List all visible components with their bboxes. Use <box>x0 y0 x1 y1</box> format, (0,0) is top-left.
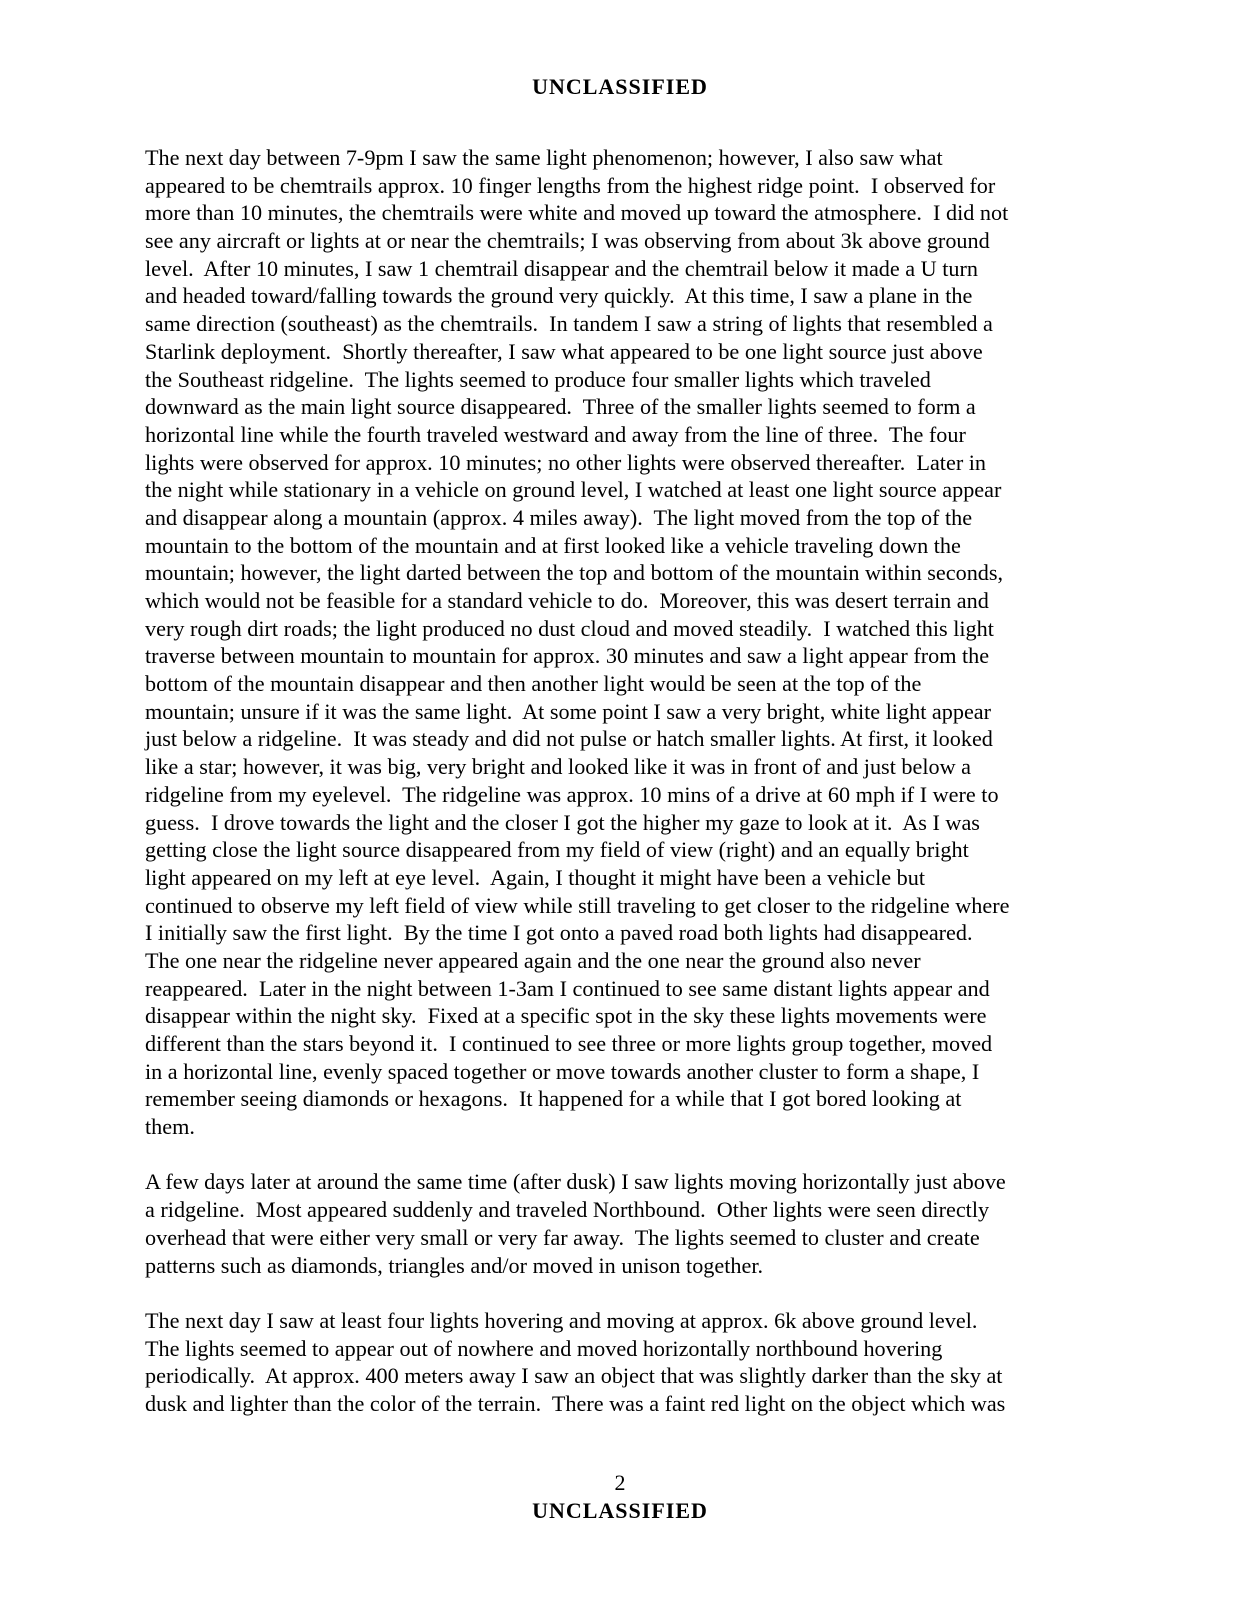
text-line: periodically. At approx. 400 meters away I saw an object that was slightly darker than the sky at <box>145 1363 1003 1389</box>
text-line: overhead that were either very small or very far away. The lights seemed to cluster and create <box>145 1224 980 1250</box>
text-line: level. After 10 minutes, I saw 1 chemtrail disappear and the chemtrail below it made a U turn <box>145 255 978 281</box>
text-line: different than the stars beyond it. I continued to see three or more lights group together, moved <box>145 1031 993 1056</box>
text-line: continued to observe my left field of view while still traveling to get closer to the ridgeline where <box>145 892 1010 918</box>
paragraph-1 <box>145 144 1105 1141</box>
paragraph-2 <box>145 1168 1105 1279</box>
text-line: bottom of the mountain disappear and then another light would be seen at the top of the <box>145 671 922 697</box>
text-line: getting close the light source disappeared from my field of view (right) and an equally bright <box>145 837 969 863</box>
text-line: The lights seemed to appear out of nowhere and moved horizontally northbound hovering <box>145 1335 943 1361</box>
text-line: downward as the main light source disappeared. Three of the smaller lights seemed to form a <box>145 394 976 420</box>
text-line: guess. I drove towards the light and the closer I got the higher my gaze to look at it. As I was <box>145 809 980 835</box>
text-line: The one near the ridgeline never appeared again and the one near the ground also never <box>145 947 921 973</box>
text-line: ridgeline from my eyelevel. The ridgeline was approx. 10 mins of a drive at 60 mph if I were to <box>145 781 999 807</box>
text-line: mountain; unsure if it was the same light. At some point I saw a very bright, white light appear <box>145 698 992 724</box>
text-line: disappear within the night sky. Fixed at a specific spot in the sky these lights movements were <box>145 1003 987 1029</box>
text-line: The next day I saw at least four lights hovering and moving at approx. 6k above ground level. <box>145 1307 978 1333</box>
text-line: and disappear along a mountain (approx. 4 miles away). The light moved from the top of the <box>145 504 973 530</box>
text-line: more than 10 minutes, the chemtrails were white and moved up toward the atmosphere. I did not <box>145 200 1009 226</box>
text-line: traverse between mountain to mountain for approx. 30 minutes and saw a light appear from the <box>145 643 990 669</box>
text-line: I initially saw the first light. By the time I got onto a paved road both lights had disappeared. <box>145 920 973 946</box>
text-line: which would not be feasible for a standard vehicle to do. Moreover, this was desert terrain and <box>145 588 989 613</box>
text-line: dusk and lighter than the color of the terrain. There was a faint red light on the object which was <box>145 1390 1006 1416</box>
text-line: just below a ridgeline. It was steady and did not pulse or hatch smaller lights. At first, it looked <box>145 726 993 752</box>
text-line: the Southeast ridgeline. The lights seemed to produce four smaller lights which traveled <box>145 366 931 392</box>
text-line: like a star; however, it was big, very bright and looked like it was in front of and just below a <box>145 754 972 780</box>
text-line: mountain to the bottom of the mountain and at first looked like a vehicle traveling down the <box>145 532 961 558</box>
paragraph-gap <box>145 1279 1105 1307</box>
text-line: them. <box>145 1114 195 1140</box>
paragraph-3 <box>145 1307 1105 1418</box>
paragraph-gap <box>145 1141 1105 1169</box>
text-line: the night while stationary in a vehicle on ground level, I watched at least one light source appear <box>145 477 1002 503</box>
text-line: Starlink deployment. Shortly thereafter, I saw what appeared to be one light source just above <box>145 338 983 364</box>
text-line: A few days later at around the same time (after dusk) I saw lights moving horizontally just above <box>145 1169 1006 1195</box>
text-line: reappeared. Later in the night between 1-3am I continued to see same distant lights appear and <box>145 975 990 1001</box>
text-line: mountain; however, the light darted between the top and bottom of the mountain within seconds, <box>145 560 1004 586</box>
text-line: light appeared on my left at eye level. Again, I thought it might have been a vehicle but <box>145 864 926 890</box>
page-number: 2 <box>614 1470 626 1495</box>
text-line: see any aircraft or lights at or near the chemtrails; I was observing from about 3k above ground <box>145 228 990 254</box>
text-line: and headed toward/falling towards the ground very quickly. At this time, I saw a plane in the <box>145 283 973 309</box>
text-line: same direction (southeast) as the chemtrails. In tandem I saw a string of lights that resembled a <box>145 311 993 337</box>
document-body <box>145 144 1105 1418</box>
text-line: appeared to be chemtrails approx. 10 finger lengths from the highest ridge point. I observed for <box>145 172 996 198</box>
text-line: The next day between 7-9pm I saw the same light phenomenon; however, I also saw what <box>145 145 943 170</box>
classification-marking-header: UNCLASSIFIED <box>532 74 708 99</box>
text-line: remember seeing diamonds or hexagons. It happened for a while that I got bored looking at <box>145 1086 962 1112</box>
text-line: a ridgeline. Most appeared suddenly and traveled Northbound. Other lights were seen directly <box>145 1197 990 1223</box>
text-line: patterns such as diamonds, triangles and/or moved in unison together. <box>145 1252 764 1278</box>
text-line: horizontal line while the fourth traveled westward and away from the line of three. The four <box>145 421 966 447</box>
text-line: lights were observed for approx. 10 minutes; no other lights were observed thereafter. Later in <box>145 449 987 475</box>
text-line: very rough dirt roads; the light produced no dust cloud and moved steadily. I watched this light <box>145 615 994 641</box>
classification-marking-footer: UNCLASSIFIED <box>532 1498 708 1523</box>
text-line: in a horizontal line, evenly spaced together or move towards another cluster to form a shape, I <box>145 1058 980 1084</box>
